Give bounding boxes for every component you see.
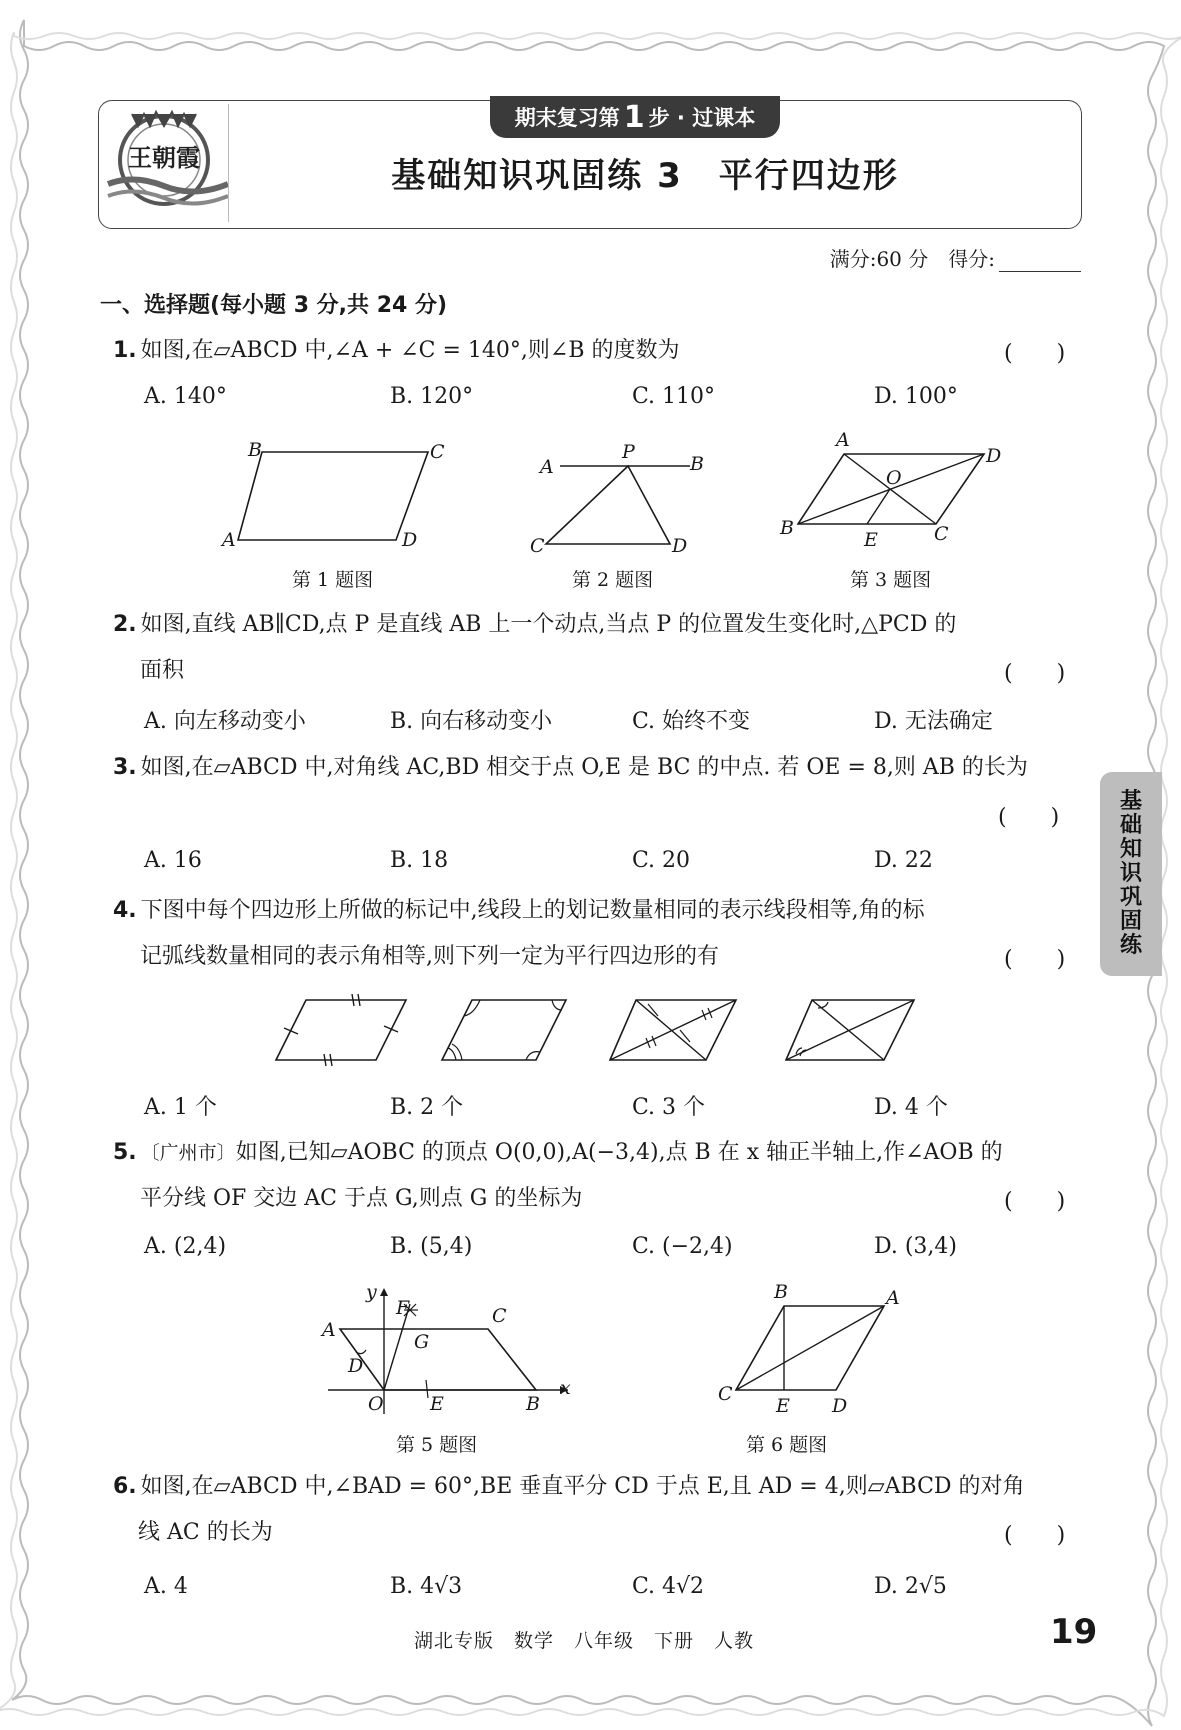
question-text: 如图,直线 AB∥CD,点 P 是直线 AB 上一个动点,当点 P 的位置发生变化时,△PCD 的 [140,612,957,637]
question-5 [113,1138,1003,1168]
figure-3 [776,432,1016,556]
footer-text: 湖北专版 数学 八年级 下册 人教 [414,1630,755,1652]
label-f: F [396,1297,410,1319]
answer-paren[interactable]: ( ) [998,805,1060,830]
answer-paren[interactable]: ( ) [1004,1523,1066,1548]
quad-figure-4 [780,990,930,1070]
answer-paren[interactable]: ( ) [1004,341,1066,366]
side-tab-char: 练 [1119,933,1142,958]
logo [104,104,232,222]
caption-fig3: 第 3 题图 [850,569,932,591]
label-d: D [402,529,418,551]
label-d: D [348,1355,364,1377]
option-c[interactable]: C. 始终不变 [632,709,751,734]
figure-6 [716,1282,916,1422]
label-x: x [560,1377,571,1399]
caption-fig2: 第 2 题图 [572,569,654,591]
option-a[interactable]: A. 向左移动变小 [144,709,306,734]
label-d: D [672,535,688,556]
question-number: 3. [113,755,137,780]
question-text: 如图,在▱ABCD 中,对角线 AC,BD 相交于点 O,E 是 BC 的中点. 若 OE = 8,则 AB 的长为 [140,755,1028,780]
question-text: 如图,已知▱AOBC 的顶点 O(0,0),A(−3,4),点 B 在 x 轴正半轴上,作∠AOB 的 [235,1140,1003,1165]
label-o: O [368,1393,384,1415]
option-b[interactable]: B. 2 个 [390,1095,464,1120]
question-6-line2: 线 AC 的长为 [138,1520,273,1545]
question-number: 4. [113,898,137,923]
figure-2 [530,436,710,556]
tab-step-number: 1 [623,99,645,135]
question-3 [113,753,1028,783]
quad-figure-2 [436,990,586,1070]
label-c: C [492,1305,507,1327]
option-d[interactable]: D. 无法确定 [874,709,993,734]
tab-suffix: 步 · 过课本 [648,106,756,130]
question-number: 2. [113,612,137,637]
label-a: A [886,1287,900,1309]
answer-paren[interactable]: ( ) [1004,947,1066,972]
score-label: 满分:60 分 得分: [829,247,995,271]
header-tab [490,96,780,138]
label-a: A [836,432,850,451]
label-b: B [248,439,262,461]
label-c: C [934,523,949,545]
option-d[interactable]: D. (3,4) [874,1234,957,1259]
tab-prefix: 期末复习第 [514,106,620,130]
label-g: G [414,1331,430,1353]
label-d: D [832,1395,848,1417]
option-b[interactable]: B. 向右移动变小 [390,709,553,734]
label-d: D [986,445,1002,467]
side-tab-char: 识 [1119,861,1142,886]
question-5-line2: 平分线 OF 交边 AC 于点 G,则点 G 的坐标为 [140,1186,583,1211]
label-e: E [776,1395,790,1417]
label-y: y [366,1284,377,1303]
label-b: B [690,453,704,475]
answer-paren[interactable]: ( ) [1004,1189,1066,1214]
label-b: B [526,1393,540,1415]
question-4-line2: 记弧线数量相同的表示角相等,则下列一定为平行四边形的有 [140,944,719,969]
label-a: A [322,1319,336,1341]
side-tab-char: 巩 [1119,885,1142,910]
option-d[interactable]: D. 22 [874,848,933,873]
option-c[interactable]: C. 110° [632,384,716,409]
label-e: E [864,529,878,551]
option-a[interactable]: A. 1 个 [144,1095,217,1120]
option-d[interactable]: D. 2√5 [874,1574,947,1599]
option-b[interactable]: B. 18 [390,848,449,873]
label-b: B [780,517,794,539]
label-e: E [430,1393,444,1415]
label-c: C [718,1383,733,1405]
label-p: P [622,441,635,463]
option-b[interactable]: B. (5,4) [390,1234,473,1259]
label-a: A [540,456,554,478]
option-d[interactable]: D. 4 个 [874,1095,948,1120]
question-4 [113,896,925,926]
page-title: 基础知识巩固练 3 平行四边形 [391,156,899,196]
question-1 [113,336,680,366]
side-tab-char: 知 [1119,837,1142,862]
side-tab-char: 固 [1119,909,1142,934]
answer-paren[interactable]: ( ) [1004,661,1066,686]
logo-divider [228,104,229,222]
label-o: O [886,467,902,489]
logo-text: 王朝霞 [128,143,200,172]
question-text: 下图中每个四边形上所做的标记中,线段上的划记数量相同的表示线段相等,角的标 [140,898,925,923]
section-title: 一、选择题(每小题 3 分,共 24 分) [100,293,448,318]
option-a[interactable]: A. 16 [144,848,202,873]
question-number: 5. [113,1140,137,1165]
question-number: 6. [113,1474,137,1499]
option-c[interactable]: C. 20 [632,848,691,873]
label-b: B [774,1282,788,1303]
question-text: 如图,在▱ABCD 中,∠A + ∠C = 140°,则∠B 的度数为 [140,338,680,363]
question-6 [113,1472,1025,1502]
figure-1 [210,436,460,556]
label-a: A [222,529,236,551]
question-2 [113,610,956,640]
label-c: C [430,441,445,463]
option-c[interactable]: C. (−2,4) [632,1234,733,1259]
score-blank[interactable] [999,251,1081,272]
option-b[interactable]: B. 4√3 [390,1574,463,1599]
caption-fig5: 第 5 题图 [396,1434,478,1456]
option-c[interactable]: C. 3 个 [632,1095,706,1120]
option-b[interactable]: B. 120° [390,384,474,409]
option-a[interactable]: A. 140° [144,384,227,409]
question-text: 如图,在▱ABCD 中,∠BAD = 60°,BE 垂直平分 CD 于点 E,且 AD = 4,则▱ABCD 的对角 [140,1474,1025,1499]
option-a[interactable]: A. (2,4) [144,1234,227,1259]
caption-fig6: 第 6 题图 [746,1434,828,1456]
page-number: 19 [1050,1612,1098,1652]
side-tab-char: 基 [1119,789,1142,814]
caption-fig1: 第 1 题图 [292,569,374,591]
source-tag: 〔广州市〕 [140,1142,236,1164]
question-number: 1. [113,338,137,363]
option-c[interactable]: C. 4√2 [632,1574,705,1599]
figure-5 [318,1284,578,1424]
side-tab [1100,772,1162,976]
question-2-line2: 面积 [140,658,185,683]
label-c: C [530,535,545,556]
side-tab-char: 础 [1119,813,1142,838]
option-d[interactable]: D. 100° [874,384,958,409]
quad-figure-3 [606,990,756,1070]
quad-figure-1 [270,990,420,1070]
score-line [830,243,1081,272]
option-a[interactable]: A. 4 [144,1574,188,1599]
